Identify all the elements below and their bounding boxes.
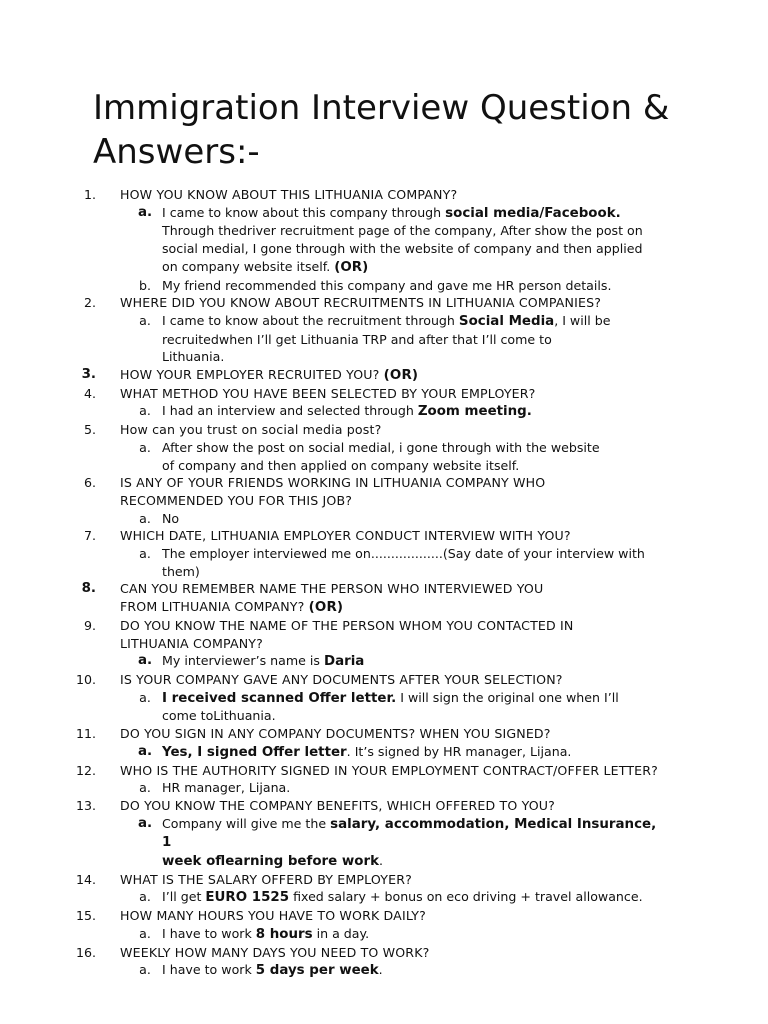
answer-text: I had an interview and selected through Zoom meeting. [162, 403, 532, 420]
question-number: 15. [75, 908, 96, 924]
question-number: 8. [81, 581, 96, 597]
answer-letter: a. [139, 889, 151, 905]
question-text: IS ANY OF YOUR FRIENDS WORKING IN LITHUANIA COMPANY WHO RECOMMENDED YOU FOR THIS JOB? [120, 475, 546, 508]
answer-item [0, 312, 768, 366]
question-number: 6. [83, 475, 96, 491]
question-number: 2. [83, 295, 96, 311]
answer-text: I came to know about the recruitment through Social Media, I will be recruitedwhen I’ll get Lithuania TRP and after that I’ll come to Lithuania. [162, 312, 611, 365]
question-number: 5. [83, 422, 96, 438]
answer-item [0, 961, 768, 980]
question-number: 9. [83, 617, 96, 633]
answer-item [0, 925, 768, 944]
answer-item [0, 652, 768, 671]
answer-letter: b. [139, 277, 151, 293]
question-text: WHO IS THE AUTHORITY SIGNED IN YOUR EMPLOYMENT CONTRACT/OFFER LETTER? [120, 762, 659, 778]
question-number: 13. [75, 797, 96, 813]
question-text: WEEKLY HOW MANY DAYS YOU NEED TO WORK? [120, 944, 430, 960]
question-number: 10. [75, 671, 96, 687]
answer-text: Yes, I signed Offer letter. It’s signed by HR manager, Lijana. [162, 743, 572, 760]
answer-item [0, 779, 768, 797]
question-text: How can you trust on social media post? [120, 422, 382, 438]
question-item [0, 762, 768, 780]
question-text: DO YOU SIGN IN ANY COMPANY DOCUMENTS? WHEN YOU SIGNED? [120, 726, 551, 742]
question-item [0, 580, 768, 616]
answer-item [0, 815, 768, 871]
question-text: HOW MANY HOURS YOU HAVE TO WORK DAILY? [120, 908, 426, 924]
answer-letter: a. [139, 780, 151, 796]
answer-letter: a. [139, 312, 151, 328]
answer-text: HR manager, Lijana. [162, 780, 291, 796]
question-item [0, 671, 768, 689]
question-text: IS YOUR COMPANY GAVE ANY DOCUMENTS AFTER YOUR SELECTION? [120, 671, 563, 687]
answer-text: After show the post on social medial, i gone through with the website of company and then applied on company website itself. [162, 439, 600, 473]
question-number: 1. [83, 187, 96, 202]
question-number: 14. [75, 871, 96, 887]
answer-letter: a. [137, 815, 153, 831]
answer-letter: a. [139, 403, 151, 419]
answer-text: My friend recommended this company and gave me HR person details. [162, 277, 612, 293]
answer-text: I have to work 8 hours in a day. [162, 925, 370, 942]
answer-letter: a. [137, 653, 153, 669]
question-item [0, 366, 768, 385]
question-number: 16. [75, 944, 96, 960]
answer-letter: a. [139, 546, 151, 562]
answer-item [0, 743, 768, 762]
answer-text: Company will give me the salary, accommodation, Medical Insurance, 1 week oflearning before work. [162, 815, 657, 870]
answer-text: No [162, 510, 180, 526]
answer-text: I have to work 5 days per week. [162, 962, 383, 979]
question-number: 11. [75, 726, 96, 742]
question-item [0, 907, 768, 925]
question-text: WHAT METHOD YOU HAVE BEEN SELECTED BY YOUR EMPLOYER? [120, 385, 536, 401]
question-item [0, 527, 768, 545]
question-item [0, 617, 768, 652]
answer-letter: a. [137, 204, 153, 220]
question-text: WHERE DID YOU KNOW ABOUT RECRUITMENTS IN LITHUANIA COMPANIES? [120, 295, 602, 311]
answer-text: I came to know about this company through social media/Facebook. Through thedriver recruitment page of the company, After show the post on social medial, I gone through with the website of company and then applied on company website itself. (OR) [162, 204, 643, 275]
question-text: HOW YOU KNOW ABOUT THIS LITHUANIA COMPANY? [120, 187, 458, 202]
answer-letter: a. [137, 743, 153, 759]
answer-text: The employer interviewed me on..................(Say date of your interview with them) [162, 546, 645, 579]
answer-letter: a. [139, 689, 151, 705]
question-number: 12. [75, 762, 96, 778]
question-text: WHAT IS THE SALARY OFFERD BY EMPLOYER? [120, 871, 412, 887]
answer-letter: a. [139, 962, 151, 978]
answer-item [0, 439, 768, 474]
question-item [0, 797, 768, 815]
question-number: 3. [81, 367, 96, 383]
answer-item [0, 689, 768, 725]
answer-item [0, 545, 768, 580]
answer-letter: a. [139, 439, 151, 455]
question-item [0, 186, 768, 204]
question-text: WHICH DATE, LITHUANIA EMPLOYER CONDUCT INTERVIEW WITH YOU? [120, 528, 571, 544]
question-text: DO YOU KNOW THE NAME OF THE PERSON WHOM YOU CONTACTED IN LITHUANIA COMPANY? [120, 617, 574, 651]
answer-text: My interviewer’s name is Daria [162, 653, 365, 670]
question-item [0, 944, 768, 962]
question-text: HOW YOUR EMPLOYER RECRUITED YOU? (OR) [120, 367, 419, 384]
question-item [0, 421, 768, 439]
answer-text: I’ll get EURO 1525 fixed salary + bonus on eco driving + travel allowance. [162, 889, 643, 906]
question-item [0, 871, 768, 889]
answer-item [0, 402, 768, 421]
question-text: CAN YOU REMEMBER NAME THE PERSON WHO INTERVIEWED YOU FROM LITHUANIA COMPANY? (OR) [120, 581, 544, 616]
question-item [0, 294, 768, 312]
question-item [0, 725, 768, 743]
question-item [0, 385, 768, 403]
question-text: DO YOU KNOW THE COMPANY BENEFITS, WHICH OFFERED TO YOU? [120, 797, 555, 813]
question-number: 7. [83, 528, 96, 544]
answer-item [0, 204, 768, 277]
answer-letter: a. [139, 510, 151, 526]
page-title: Immigration Interview Question & Answers:- [93, 88, 670, 172]
answer-letter: a. [139, 925, 151, 941]
answer-text: I received scanned Offer letter. I will sign the original one when I’ll come toLithuania. [162, 689, 619, 724]
question-list [0, 186, 768, 980]
question-item [0, 474, 768, 509]
answer-item [0, 888, 768, 907]
answer-item [0, 510, 768, 528]
answer-item [0, 277, 768, 295]
question-number: 4. [83, 385, 96, 401]
